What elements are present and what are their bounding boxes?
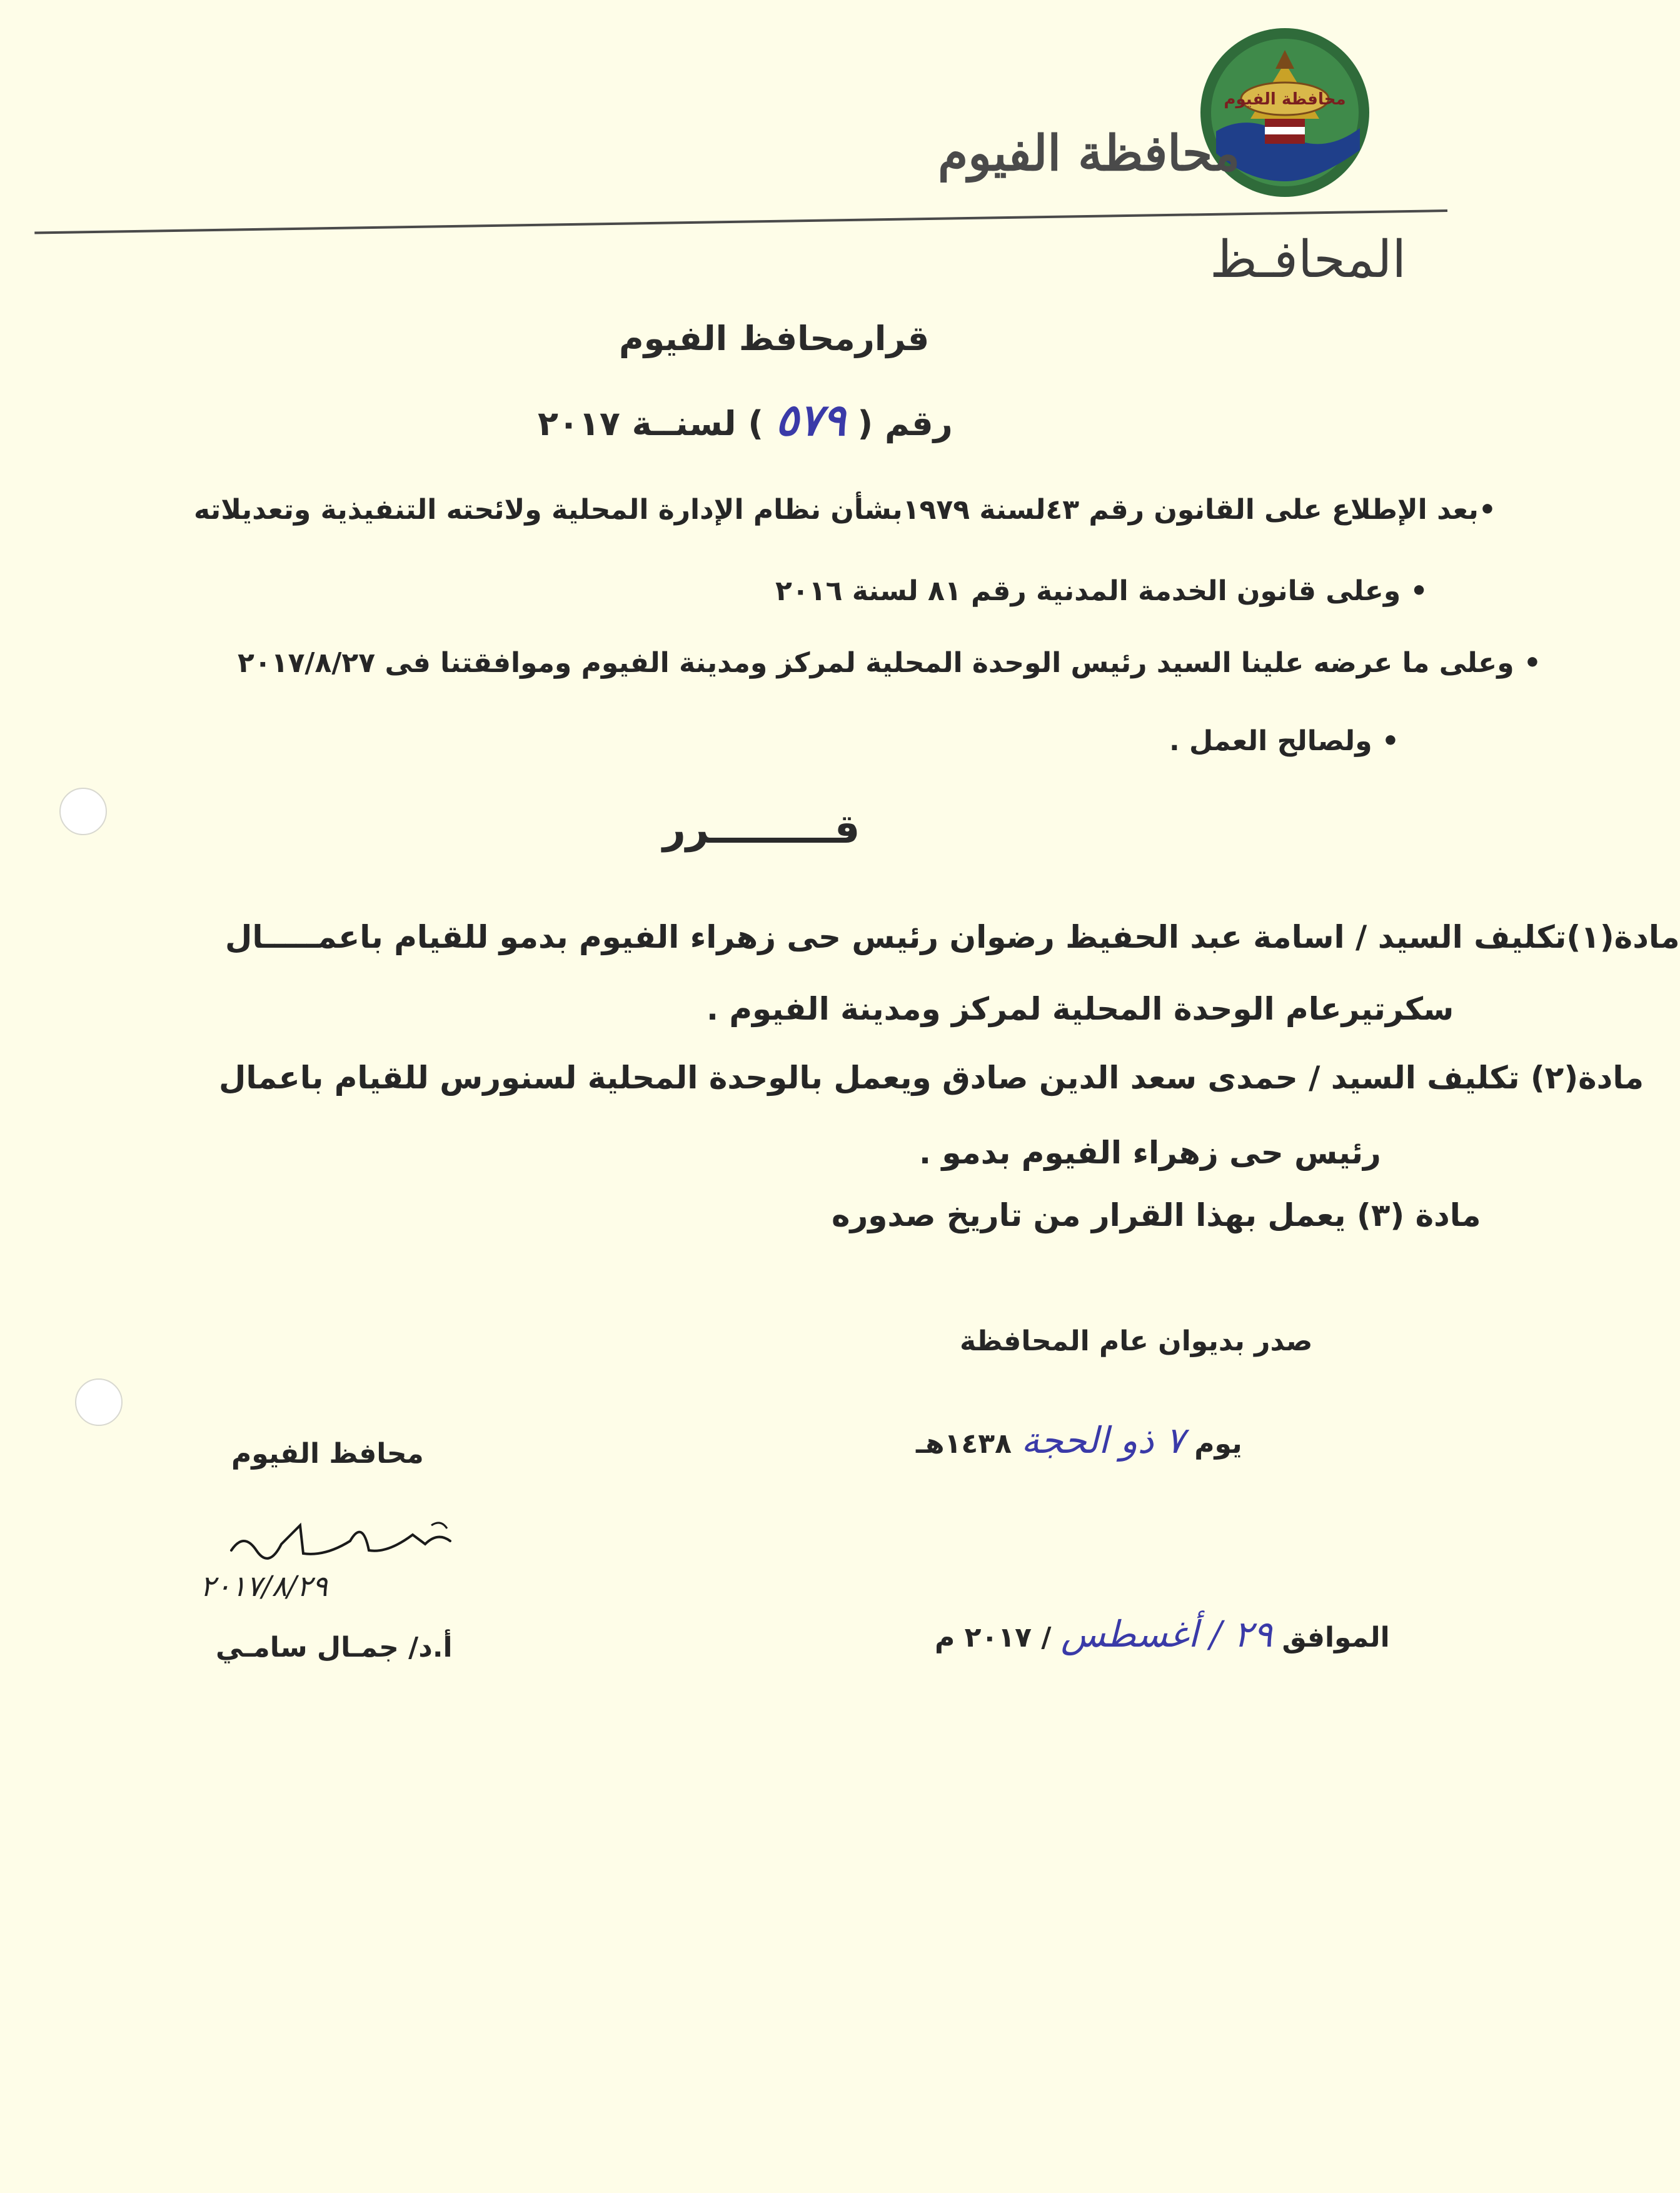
punch-hole (75, 1378, 123, 1426)
office-title: المحافـظ (1210, 230, 1407, 289)
punch-hole (59, 788, 107, 835)
signer-name: أ.د/ جمـال سامـي (216, 1632, 453, 1664)
preamble-item: •بعد الإطلاع على القانون رقم ٤٣لسنة ١٩٧٩بشأن نظام الإدارة المحلية ولائحته التنفيذية وتعديلاته (194, 494, 1496, 526)
governor-label: محافظ الفيوم (231, 1438, 424, 1470)
greg-handwritten: ٢٩ / أغسطس (1060, 1613, 1273, 1655)
gregorian-date (935, 1613, 1390, 1655)
article-1-line-2: سكرتيرعام الوحدة المحلية لمركز ومدينة الفيوم . (707, 991, 1454, 1027)
decree-number-line (538, 394, 953, 446)
article-1-line-1: مادة(١)تكليف السيد / اسامة عبد الحفيظ رضوان رئيس حى زهراء الفيوم بدمو للقيام باعمـــــال (225, 919, 1680, 955)
article-2-line-2: رئيس حى زهراء الفيوم بدمو . (919, 1135, 1381, 1171)
number-suffix: ) لسنــة ٢٠١٧ (538, 404, 764, 443)
governorate-name: محافظة الفيوم (938, 125, 1240, 182)
decision-heading: قـــــــــرر (663, 806, 860, 853)
issued-at: صدر بديوان عام المحافظة (960, 1325, 1313, 1357)
preamble-item: • وعلى ما عرضه علينا السيد رئيس الوحدة المحلية لمركز ومدينة الفيوم وموافقتنا فى ٢٠١٧/٨/٢٧ (238, 647, 1542, 679)
greg-prefix: الموافق (1282, 1622, 1390, 1654)
article-2-line-1: مادة(٢) تكليف السيد / حمدى سعد الدين صادق ويعمل بالوحدة المحلية لسنورس للقيام باعمال (219, 1060, 1644, 1096)
decree-title: قرارمحافظ الفيوم (619, 319, 930, 358)
hijri-date (916, 1419, 1242, 1462)
article-3: مادة (٣) يعمل بهذا القرار من تاريخ صدوره (832, 1197, 1481, 1233)
emblem-label: محافظة الفيوم (1224, 90, 1346, 109)
number-prefix: رقم ( (857, 404, 953, 443)
preamble-item: • ولصالح العمل . (1169, 725, 1399, 757)
greg-year: / ٢٠١٧ م (935, 1622, 1052, 1654)
signature-icon (225, 1507, 463, 1575)
signature-date: ٢٠١٧/٨/٢٩ (200, 1569, 328, 1603)
handwritten-number: ٥٧٩ (775, 394, 846, 446)
preamble-item: • وعلى قانون الخدمة المدنية رقم ٨١ لسنة ٢٠١٦ (775, 575, 1428, 607)
hijri-prefix: يوم (1194, 1428, 1242, 1460)
hijri-handwritten: ٧ ذو الحجة (1021, 1419, 1185, 1462)
hijri-year: ١٤٣٨هـ (916, 1428, 1012, 1460)
